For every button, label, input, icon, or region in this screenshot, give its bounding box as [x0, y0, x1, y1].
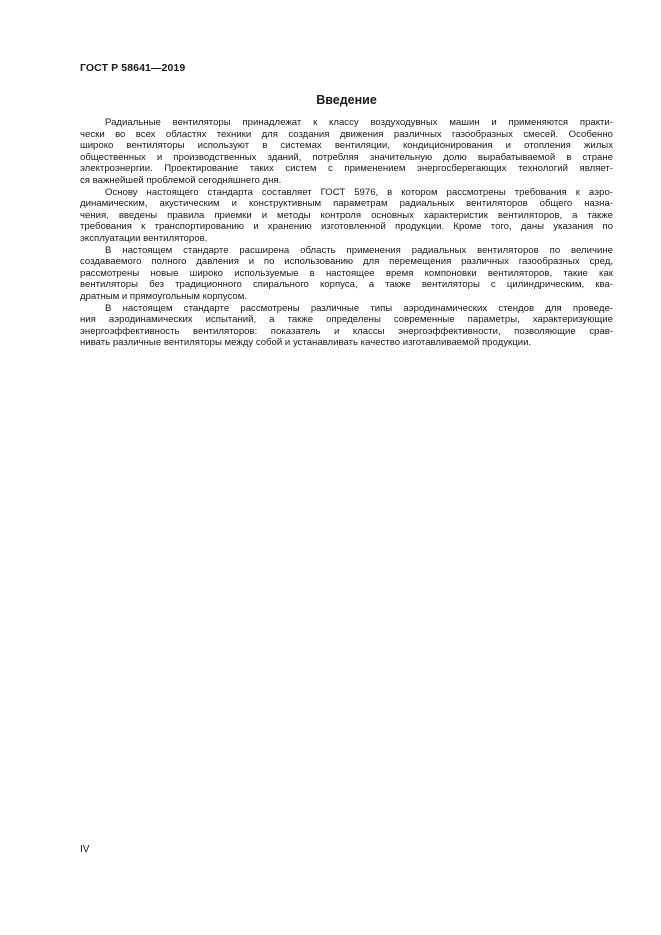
text-line: нивать различные вентиляторы между собой и устанавливать качество изготавливаемой продукции.: [80, 337, 532, 349]
paragraph-basis: [80, 187, 613, 245]
text-line: В настоящем стандарте рассмотрены различные типы аэродинамических стендов для проведе-: [105, 302, 613, 314]
introduction-body: [80, 117, 613, 349]
page-number: IV: [80, 844, 90, 855]
text-line: В настоящем стандарте расширена область применения радиальных вентиляторов по величине: [105, 244, 613, 256]
text-line: ся важнейшей проблемой сегодняшнего дня.: [80, 174, 282, 186]
text-line: Радиальные вентиляторы принадлежат к классу воздуходувных машин и применяются практи-: [105, 117, 613, 128]
text-line: вентиляторы без традиционного спирального корпуса, а также вентиляторы с цилиндрическим, ква-: [80, 279, 613, 291]
text-line: электроэнергии. Проектирование таких систем с применением энергосберегающих технологий являет-: [80, 163, 613, 175]
document-code: ГОСТ Р 58641—2019: [80, 62, 186, 74]
text-line: Основу настоящего стандарта составляет ГОСТ 5976, в котором рассмотрены требования к аэро-: [105, 186, 613, 198]
text-line: рассмотрены новые широко используемые в настоящее время компоновки вентиляторов, такие как: [80, 267, 613, 279]
text-line: энергоэффективность вентиляторов: показатель и классы энергоэффективности, позволяющие срав-: [80, 325, 613, 337]
text-line: динамическим, акустическим и конструктивным параметрам радиальных вентиляторов общего назна-: [80, 198, 613, 210]
text-line: широко вентиляторы используют в системах вентиляции, кондиционирования и отопления жилых: [80, 140, 613, 152]
text-line: требования к транспортированию и хранению изготовленной продукции. Кроме того, даны указания по: [80, 221, 613, 233]
text-line: чески во всех областях техники для создания движения различных газообразных смесей. Особенно: [80, 128, 613, 140]
text-line: дратным и прямоугольным корпусом.: [80, 290, 247, 302]
text-line: чения, введены правила приемки и методы контроля основных характеристик вентиляторов, а также: [80, 209, 613, 221]
paragraph-testing: [80, 303, 613, 349]
text-line: общественных и производственных зданий, потребляя значительную долю вырабатываемой в стране: [80, 151, 613, 163]
text-line: эксплуатации вентиляторов.: [80, 232, 208, 244]
section-title: Введение: [316, 93, 377, 107]
paragraph-scope: [80, 245, 613, 303]
paragraph-purpose: [80, 117, 613, 187]
text-line: ния аэродинамических испытаний, а также определены современные параметры, характеризующие: [80, 314, 613, 326]
text-line: создаваемого полного давления и по использованию для перемещения различных газообразных сред,: [80, 256, 613, 268]
